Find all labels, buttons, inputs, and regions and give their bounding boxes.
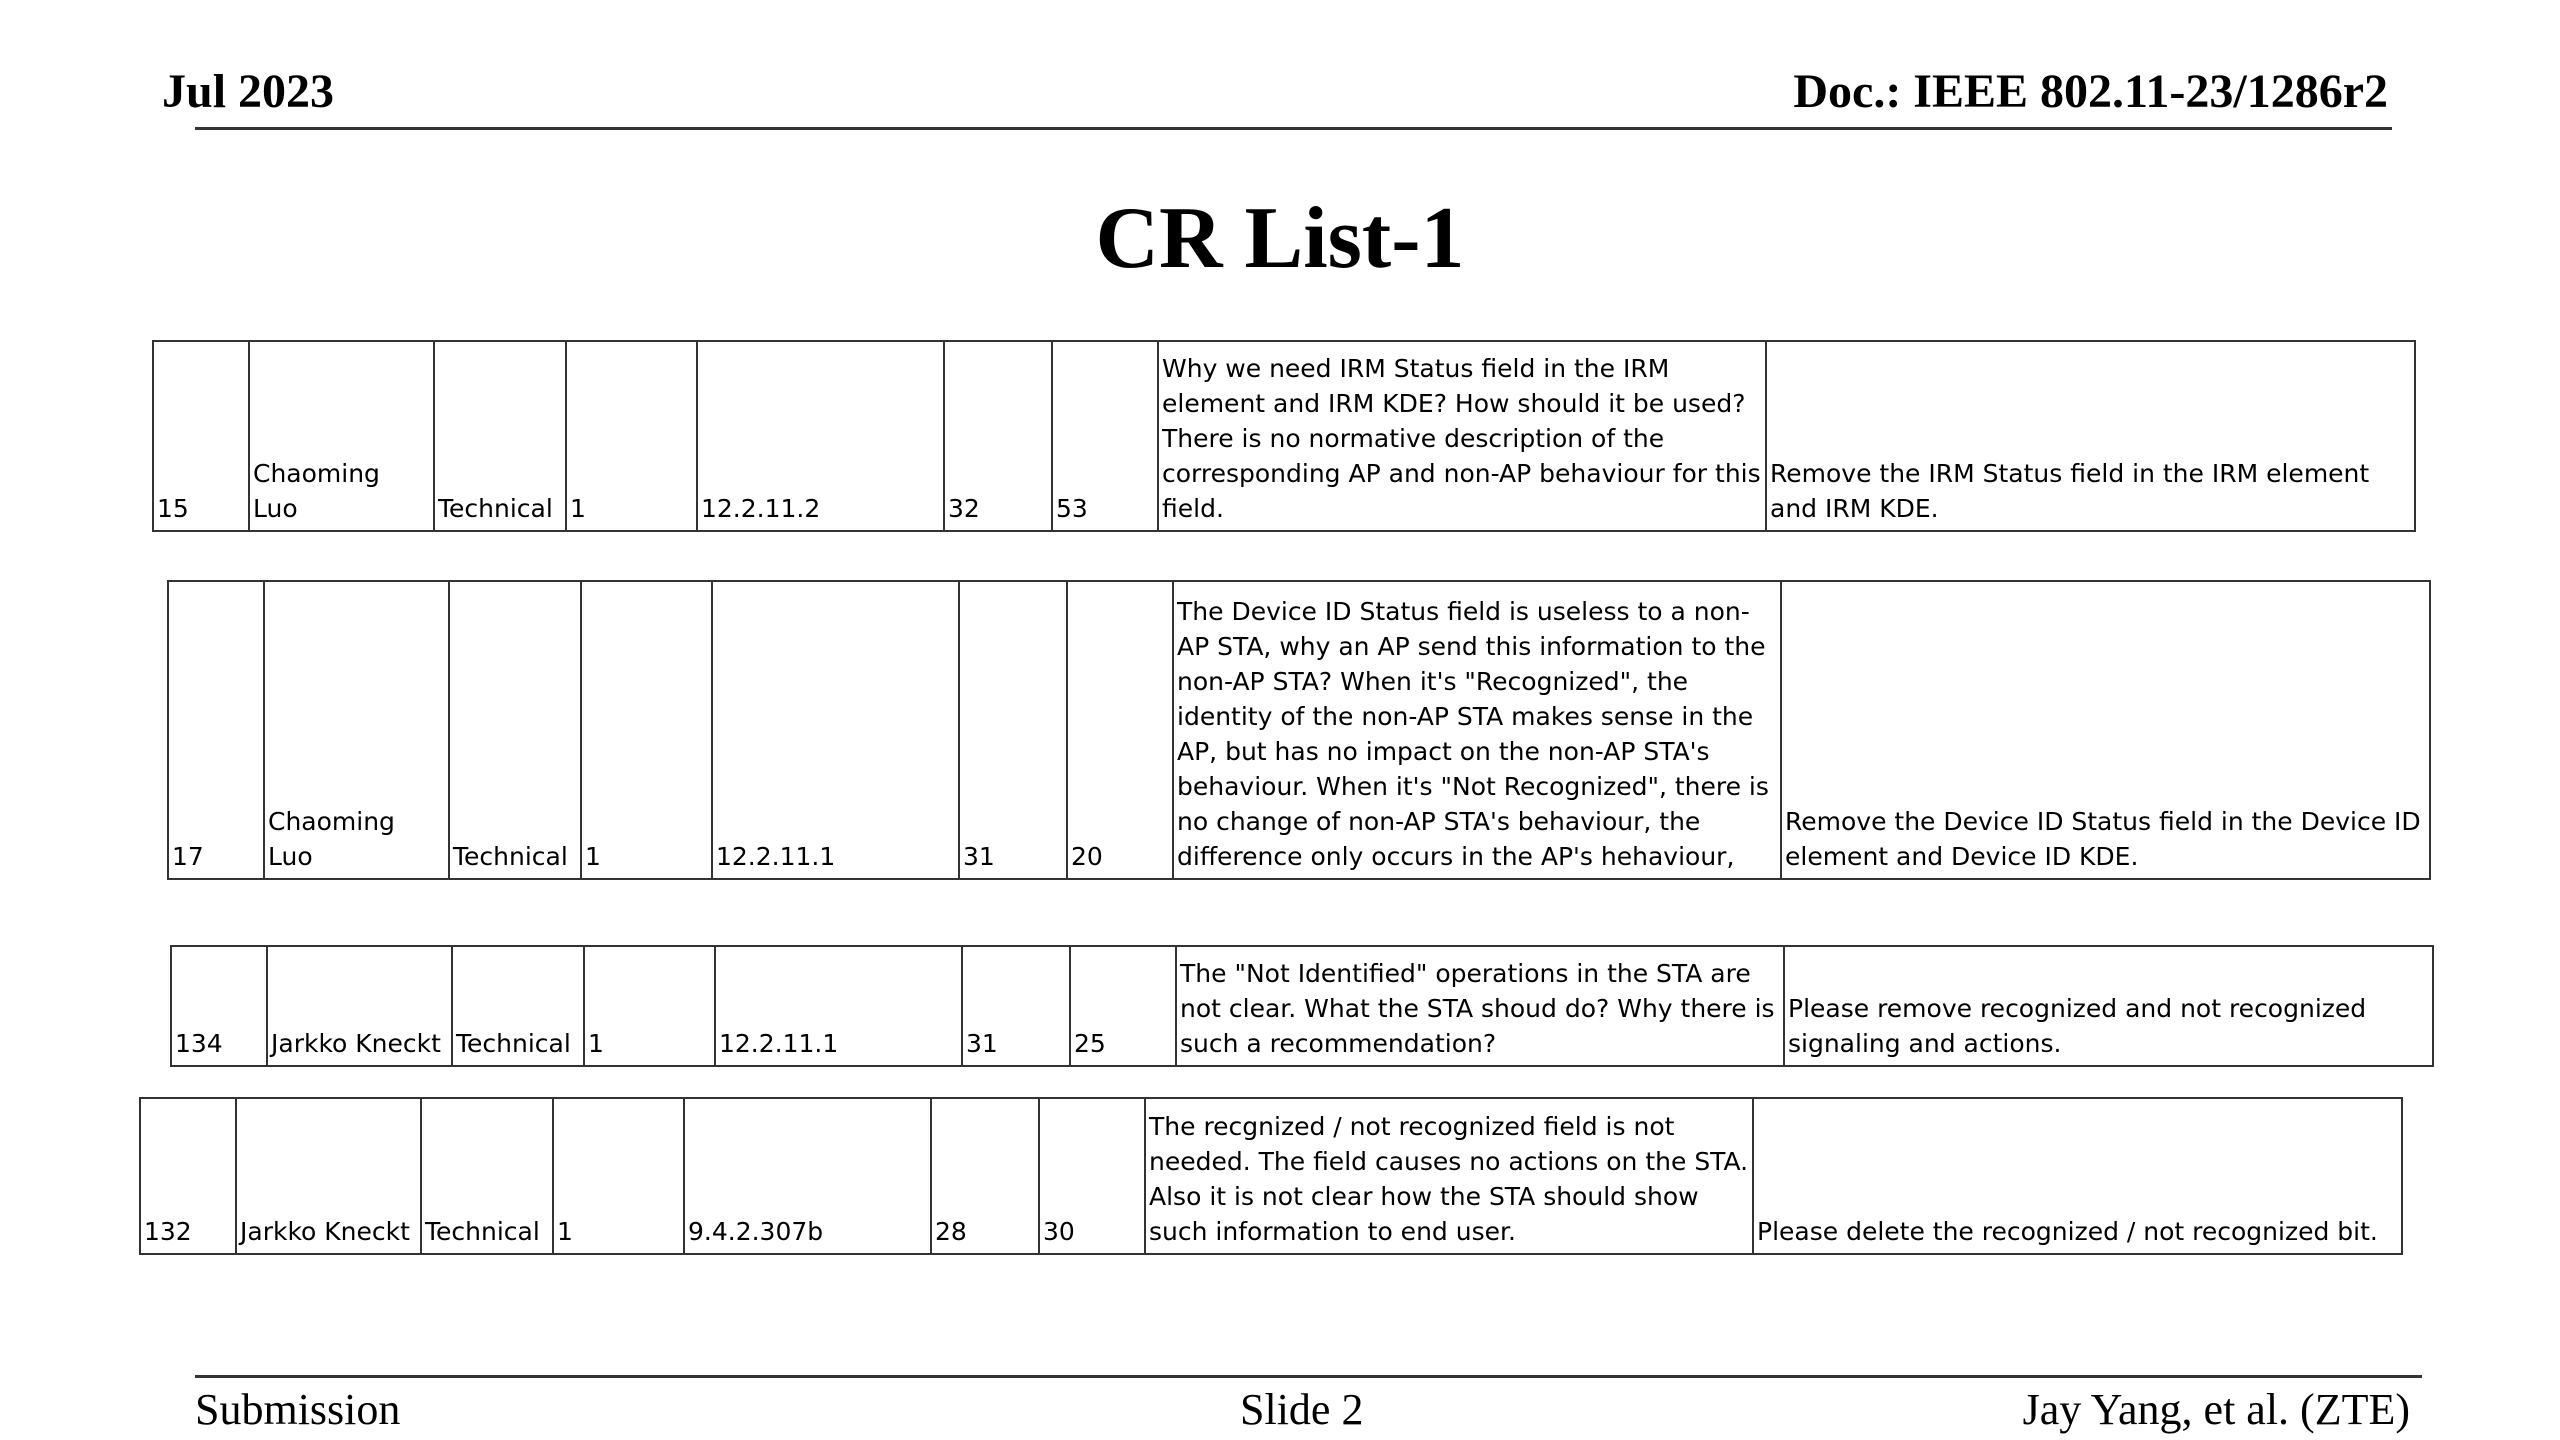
page-cell: 28	[931, 1098, 1039, 1254]
footer-authors: Jay Yang, et al. (ZTE)	[2022, 1385, 2410, 1434]
line-cell: 25	[1070, 946, 1176, 1066]
cid-cell: 17	[168, 581, 264, 879]
page-cell: 31	[959, 581, 1067, 879]
line-cell: 53	[1052, 341, 1158, 531]
page-cell: 31	[962, 946, 1070, 1066]
cid-cell: 134	[171, 946, 267, 1066]
comment-cell: Why we need IRM Status field in the IRM element and IRM KDE? How should it be used? There is no normative description of the corresponding AP and non-AP behaviour for this field.	[1158, 341, 1766, 531]
line-cell: 30	[1039, 1098, 1145, 1254]
proposed-change-cell: Please delete the recognized / not recognized bit.	[1753, 1098, 2402, 1254]
cr-table-row-132	[139, 1097, 2403, 1255]
table-row	[168, 581, 2430, 879]
cr-table-row-15	[152, 340, 2416, 532]
clause-cell: 12.2.11.1	[712, 581, 959, 879]
cr-table-row-17	[167, 580, 2431, 880]
comment-cell: The Device ID Status field is useless to a non-AP STA, why an AP send this information to the non-AP STA? When it's "Recognized", the identity of the non-AP STA makes sense in the AP, but has no impact on the non-AP STA's behaviour. When it's "Not Recognized", there is no change of non-AP STA's behaviour, the difference only occurs in the AP's hehaviour,	[1173, 581, 1781, 879]
cid-cell: 15	[153, 341, 249, 531]
col4-cell: 1	[553, 1098, 684, 1254]
footer-rule	[195, 1375, 2422, 1378]
slide-title: CR List-1	[1095, 190, 1465, 287]
commenter-cell: Chaoming Luo	[249, 341, 434, 531]
proposed-change-cell: Remove the IRM Status field in the IRM element and IRM KDE.	[1766, 341, 2415, 531]
commenter-cell: Chaoming Luo	[264, 581, 449, 879]
type-cell: Technical	[434, 341, 566, 531]
comment-cell: The recgnized / not recognized field is not needed. The field causes no actions on the STA. Also it is not clear how the STA should show such information to end user.	[1145, 1098, 1753, 1254]
header-date: Jul 2023	[162, 65, 335, 118]
comment-cell: The "Not Identified" operations in the STA are not clear. What the STA shoud do? Why there is such a recommendation?	[1176, 946, 1784, 1066]
table-row	[153, 341, 2415, 531]
clause-cell: 12.2.11.2	[697, 341, 944, 531]
page-cell: 32	[944, 341, 1052, 531]
col4-cell: 1	[584, 946, 715, 1066]
proposed-change-cell: Please remove recognized and not recognized signaling and actions.	[1784, 946, 2433, 1066]
clause-cell: 9.4.2.307b	[684, 1098, 931, 1254]
commenter-cell: Jarkko Kneckt	[236, 1098, 421, 1254]
type-cell: Technical	[452, 946, 584, 1066]
commenter-cell: Jarkko Kneckt	[267, 946, 452, 1066]
header-doc-id: Doc.: IEEE 802.11-23/1286r2	[1793, 65, 2388, 118]
footer-submission: Submission	[195, 1385, 401, 1434]
table-row	[140, 1098, 2402, 1254]
type-cell: Technical	[421, 1098, 553, 1254]
type-cell: Technical	[449, 581, 581, 879]
col4-cell: 1	[581, 581, 712, 879]
footer-slide-number: Slide 2	[1240, 1385, 1364, 1434]
cid-cell: 132	[140, 1098, 236, 1254]
table-row	[171, 946, 2433, 1066]
line-cell: 20	[1067, 581, 1173, 879]
proposed-change-cell: Remove the Device ID Status field in the Device ID element and Device ID KDE.	[1781, 581, 2430, 879]
clause-cell: 12.2.11.1	[715, 946, 962, 1066]
header-rule	[195, 127, 2392, 130]
cr-table-row-134	[170, 945, 2434, 1067]
col4-cell: 1	[566, 341, 697, 531]
